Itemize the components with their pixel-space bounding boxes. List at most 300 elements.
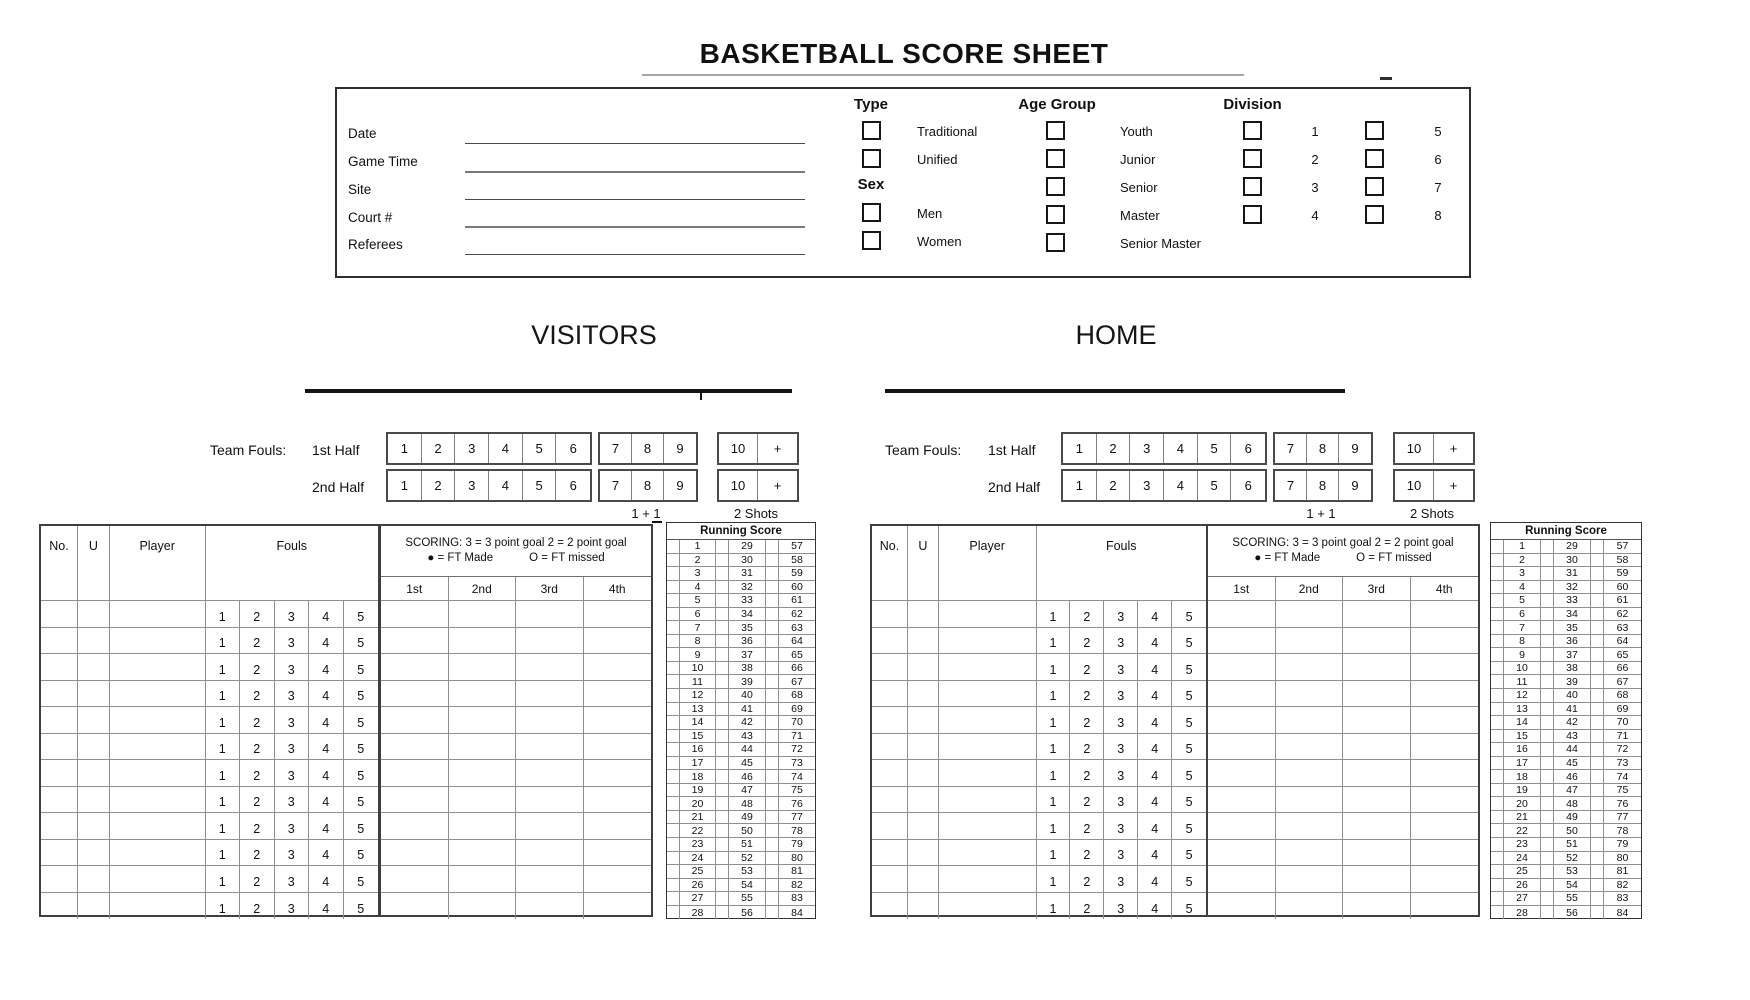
foul-number-cell[interactable]: 1 (206, 707, 241, 733)
score-entry-cell[interactable] (1208, 601, 1276, 627)
running-score-value-cell[interactable]: 70 (791, 716, 803, 729)
running-score-mark-cell[interactable] (667, 621, 680, 634)
team-foul-cell[interactable]: 10 (1395, 434, 1434, 463)
team-name-line[interactable] (885, 389, 1345, 393)
foul-number-cell[interactable]: 5 (1185, 742, 1193, 756)
score-entry-cell[interactable] (1208, 866, 1276, 892)
running-score-value-cell[interactable]: 83 (1616, 892, 1629, 905)
age-senior-checkbox[interactable] (1046, 177, 1065, 196)
score-entry-cell[interactable] (449, 760, 517, 786)
foul-number-cell[interactable]: 4 (309, 707, 344, 733)
team-foul-cell[interactable]: 9 (676, 478, 684, 493)
running-score-mark-cell[interactable] (716, 865, 729, 878)
running-score-value-cell[interactable]: 6 (1504, 608, 1541, 621)
running-score-mark-cell[interactable] (667, 906, 680, 920)
team-foul-cell[interactable]: 4 (489, 434, 523, 463)
running-score-value-cell[interactable]: 5 (680, 594, 716, 607)
player-name-cell[interactable] (939, 707, 1037, 733)
running-score-value-cell[interactable]: 25 (680, 865, 716, 878)
running-score-value-cell[interactable]: 59 (791, 567, 803, 580)
running-score-mark-cell[interactable] (1541, 784, 1554, 797)
foul-number-cell[interactable]: 1 (1037, 707, 1071, 733)
score-entry-cell[interactable] (1276, 813, 1344, 839)
running-score-value-cell[interactable]: 18 (680, 770, 716, 783)
foul-number-cell[interactable]: 5 (357, 662, 365, 677)
foul-number-cell[interactable]: 2 (240, 787, 275, 813)
running-score-mark-cell[interactable] (667, 743, 680, 756)
running-score-mark-cell[interactable] (716, 879, 729, 892)
running-score-value-cell[interactable]: 41 (729, 703, 766, 716)
sex-women-checkbox[interactable] (862, 231, 881, 250)
foul-number-cell[interactable]: 5 (1185, 795, 1193, 809)
running-score-mark-cell[interactable] (1541, 811, 1554, 824)
running-score-value-cell[interactable]: 48 (1554, 797, 1591, 810)
foul-number-cell[interactable]: 5 (357, 902, 365, 916)
running-score-mark-cell[interactable] (1491, 743, 1504, 756)
player-name-cell[interactable] (939, 787, 1037, 813)
running-score-mark-cell[interactable] (1541, 567, 1554, 580)
running-score-mark-cell[interactable] (716, 662, 729, 675)
running-score-mark-cell[interactable] (1541, 662, 1554, 675)
player-number-cell[interactable] (872, 760, 908, 786)
running-score-value-cell[interactable]: 10 (680, 662, 716, 675)
running-score-mark-cell[interactable] (667, 797, 680, 810)
foul-number-cell[interactable]: 2 (1070, 866, 1104, 892)
running-score-mark-cell[interactable] (1591, 675, 1604, 688)
running-score-value-cell[interactable]: 49 (729, 811, 766, 824)
foul-number-cell[interactable]: 1 (206, 813, 241, 839)
u-cell[interactable] (908, 866, 939, 892)
running-score-mark-cell[interactable] (766, 554, 779, 567)
team-foul-cell[interactable]: + (773, 478, 782, 493)
foul-number-cell[interactable]: 4 (1138, 707, 1172, 733)
player-name-cell[interactable] (939, 601, 1037, 627)
running-score-mark-cell[interactable] (667, 757, 680, 770)
foul-number-cell[interactable]: 3 (1104, 813, 1138, 839)
team-foul-cell[interactable]: 2 (1097, 471, 1131, 500)
running-score-mark-cell[interactable] (716, 594, 729, 607)
foul-number-cell[interactable]: 4 (309, 760, 344, 786)
running-score-mark-cell[interactable] (716, 621, 729, 634)
team-name-line[interactable] (305, 389, 792, 393)
running-score-mark-cell[interactable] (1591, 581, 1604, 594)
score-entry-cell[interactable] (1208, 813, 1276, 839)
running-score-value-cell[interactable]: 41 (1554, 703, 1591, 716)
division-4-checkbox[interactable] (1243, 205, 1262, 224)
running-score-value-cell[interactable]: 58 (791, 553, 803, 566)
score-entry-cell[interactable] (1276, 681, 1344, 707)
foul-number-cell[interactable]: 4 (309, 840, 344, 866)
player-name-cell[interactable] (939, 840, 1037, 866)
running-score-value-cell[interactable]: 76 (791, 797, 803, 810)
foul-number-cell[interactable]: 3 (275, 601, 310, 627)
foul-number-cell[interactable]: 3 (1104, 654, 1138, 680)
running-score-value-cell[interactable]: 53 (729, 865, 766, 878)
running-score-mark-cell[interactable] (766, 621, 779, 634)
foul-number-cell[interactable]: 3 (275, 628, 310, 654)
running-score-value-cell[interactable]: 80 (1616, 851, 1629, 864)
score-entry-cell[interactable] (381, 840, 449, 866)
foul-number-cell[interactable]: 3 (275, 840, 310, 866)
player-number-cell[interactable] (41, 707, 78, 733)
team-foul-cell[interactable]: 9 (1351, 478, 1359, 493)
running-score-mark-cell[interactable] (766, 811, 779, 824)
running-score-value-cell[interactable]: 49 (1554, 811, 1591, 824)
running-score-value-cell[interactable]: 79 (791, 838, 803, 851)
running-score-value-cell[interactable]: 9 (1504, 648, 1541, 661)
score-entry-cell[interactable] (381, 813, 449, 839)
running-score-value-cell[interactable]: 31 (729, 567, 766, 580)
running-score-value-cell[interactable]: 21 (680, 811, 716, 824)
foul-number-cell[interactable]: 5 (357, 742, 365, 756)
running-score-mark-cell[interactable] (766, 865, 779, 878)
player-name-cell[interactable] (939, 760, 1037, 786)
score-entry-cell[interactable] (1411, 840, 1479, 866)
foul-number-cell[interactable]: 5 (357, 848, 365, 862)
running-score-mark-cell[interactable] (1541, 540, 1554, 553)
division-3-checkbox[interactable] (1243, 177, 1262, 196)
running-score-mark-cell[interactable] (766, 743, 779, 756)
running-score-value-cell[interactable]: 63 (791, 621, 803, 634)
running-score-value-cell[interactable]: 36 (1554, 635, 1591, 648)
running-score-value-cell[interactable]: 30 (729, 554, 766, 567)
player-number-cell[interactable] (872, 681, 908, 707)
running-score-mark-cell[interactable] (667, 852, 680, 865)
running-score-value-cell[interactable]: 78 (791, 824, 803, 837)
score-entry-cell[interactable] (1343, 866, 1411, 892)
foul-number-cell[interactable]: 3 (275, 866, 310, 892)
running-score-mark-cell[interactable] (1541, 594, 1554, 607)
foul-number-cell[interactable]: 2 (1070, 628, 1104, 654)
team-foul-cell[interactable]: 5 (523, 471, 557, 500)
player-number-cell[interactable] (872, 787, 908, 813)
running-score-mark-cell[interactable] (1541, 892, 1554, 905)
player-number-cell[interactable] (41, 840, 78, 866)
player-name-cell[interactable] (110, 787, 206, 813)
team-foul-cell[interactable]: 4 (1164, 434, 1198, 463)
score-entry-cell[interactable] (516, 601, 584, 627)
score-entry-cell[interactable] (516, 813, 584, 839)
running-score-mark-cell[interactable] (766, 797, 779, 810)
running-score-mark-cell[interactable] (1491, 540, 1504, 553)
foul-number-cell[interactable]: 5 (357, 609, 365, 624)
score-entry-cell[interactable] (449, 866, 517, 892)
running-score-mark-cell[interactable] (1591, 892, 1604, 905)
score-entry-cell[interactable] (381, 654, 449, 680)
running-score-mark-cell[interactable] (1491, 824, 1504, 837)
referees-line[interactable] (465, 254, 805, 255)
running-score-value-cell[interactable]: 14 (1504, 716, 1541, 729)
running-score-value-cell[interactable]: 4 (680, 581, 716, 594)
foul-number-cell[interactable]: 4 (309, 813, 344, 839)
foul-number-cell[interactable]: 3 (1104, 601, 1138, 627)
running-score-mark-cell[interactable] (1491, 567, 1504, 580)
running-score-mark-cell[interactable] (766, 716, 779, 729)
running-score-value-cell[interactable]: 71 (791, 729, 803, 742)
score-entry-cell[interactable] (1343, 681, 1411, 707)
score-entry-cell[interactable] (516, 893, 584, 920)
foul-number-cell[interactable]: 5 (1185, 848, 1193, 862)
running-score-value-cell[interactable]: 32 (729, 581, 766, 594)
running-score-value-cell[interactable]: 81 (791, 865, 803, 878)
score-entry-cell[interactable] (1343, 707, 1411, 733)
running-score-value-cell[interactable]: 58 (1616, 553, 1629, 566)
running-score-value-cell[interactable]: 34 (1554, 608, 1591, 621)
score-entry-cell[interactable] (1343, 893, 1411, 920)
running-score-mark-cell[interactable] (716, 716, 729, 729)
player-name-cell[interactable] (110, 734, 206, 760)
running-score-mark-cell[interactable] (1491, 770, 1504, 783)
player-name-cell[interactable] (110, 840, 206, 866)
foul-number-cell[interactable]: 4 (309, 734, 344, 760)
score-entry-cell[interactable] (1208, 628, 1276, 654)
running-score-mark-cell[interactable] (1591, 824, 1604, 837)
foul-number-cell[interactable]: 2 (1070, 787, 1104, 813)
player-name-cell[interactable] (939, 734, 1037, 760)
foul-number-cell[interactable]: 3 (1104, 840, 1138, 866)
running-score-value-cell[interactable]: 61 (1616, 594, 1629, 607)
player-number-cell[interactable] (41, 601, 78, 627)
running-score-mark-cell[interactable] (1591, 594, 1604, 607)
score-entry-cell[interactable] (584, 707, 652, 733)
score-entry-cell[interactable] (1208, 707, 1276, 733)
player-number-cell[interactable] (872, 601, 908, 627)
team-foul-cell[interactable]: + (1449, 441, 1458, 456)
team-foul-cell[interactable]: 6 (1244, 441, 1252, 456)
foul-number-cell[interactable]: 2 (240, 840, 275, 866)
u-cell[interactable] (78, 601, 110, 627)
team-foul-cell[interactable]: 6 (569, 441, 577, 456)
player-name-cell[interactable] (110, 813, 206, 839)
running-score-value-cell[interactable]: 84 (1616, 906, 1629, 919)
foul-number-cell[interactable]: 1 (1037, 840, 1071, 866)
running-score-value-cell[interactable]: 14 (680, 716, 716, 729)
running-score-value-cell[interactable]: 37 (729, 648, 766, 661)
foul-number-cell[interactable]: 2 (1070, 893, 1104, 920)
foul-number-cell[interactable]: 2 (240, 760, 275, 786)
score-entry-cell[interactable] (449, 840, 517, 866)
running-score-mark-cell[interactable] (1591, 635, 1604, 648)
running-score-value-cell[interactable]: 15 (1504, 730, 1541, 743)
running-score-mark-cell[interactable] (667, 730, 680, 743)
player-number-cell[interactable] (41, 654, 78, 680)
running-score-mark-cell[interactable] (667, 770, 680, 783)
running-score-mark-cell[interactable] (667, 838, 680, 851)
foul-number-cell[interactable]: 4 (1138, 787, 1172, 813)
u-cell[interactable] (908, 628, 939, 654)
running-score-mark-cell[interactable] (716, 581, 729, 594)
running-score-value-cell[interactable]: 72 (1616, 743, 1629, 756)
running-score-value-cell[interactable]: 30 (1554, 554, 1591, 567)
score-entry-cell[interactable] (584, 840, 652, 866)
player-number-cell[interactable] (41, 787, 78, 813)
foul-number-cell[interactable]: 4 (1138, 601, 1172, 627)
running-score-value-cell[interactable]: 46 (1554, 770, 1591, 783)
running-score-mark-cell[interactable] (1541, 824, 1554, 837)
running-score-mark-cell[interactable] (1491, 852, 1504, 865)
running-score-value-cell[interactable]: 2 (680, 554, 716, 567)
age-senior-master-checkbox[interactable] (1046, 233, 1065, 252)
running-score-mark-cell[interactable] (1491, 581, 1504, 594)
running-score-value-cell[interactable]: 56 (1554, 906, 1591, 920)
foul-number-cell[interactable]: 4 (309, 893, 344, 920)
score-entry-cell[interactable] (516, 866, 584, 892)
running-score-mark-cell[interactable] (716, 540, 729, 553)
score-entry-cell[interactable] (1276, 840, 1344, 866)
running-score-mark-cell[interactable] (1591, 757, 1604, 770)
running-score-value-cell[interactable]: 27 (1504, 892, 1541, 905)
running-score-mark-cell[interactable] (1491, 662, 1504, 675)
foul-number-cell[interactable]: 4 (309, 601, 344, 627)
running-score-value-cell[interactable]: 56 (729, 906, 766, 920)
u-cell[interactable] (908, 840, 939, 866)
running-score-value-cell[interactable]: 1 (1504, 540, 1541, 553)
running-score-value-cell[interactable]: 55 (1554, 892, 1591, 905)
running-score-mark-cell[interactable] (1491, 757, 1504, 770)
running-score-value-cell[interactable]: 64 (1616, 635, 1629, 648)
player-name-cell[interactable] (110, 760, 206, 786)
foul-number-cell[interactable]: 3 (275, 893, 310, 920)
running-score-mark-cell[interactable] (1491, 892, 1504, 905)
score-entry-cell[interactable] (1411, 628, 1479, 654)
type-unified-checkbox[interactable] (862, 149, 881, 168)
running-score-value-cell[interactable]: 11 (1504, 675, 1541, 688)
running-score-value-cell[interactable]: 4 (1504, 581, 1541, 594)
running-score-mark-cell[interactable] (1541, 554, 1554, 567)
running-score-value-cell[interactable]: 51 (1554, 838, 1591, 851)
running-score-value-cell[interactable]: 60 (1616, 580, 1629, 593)
running-score-value-cell[interactable]: 31 (1554, 567, 1591, 580)
score-entry-cell[interactable] (1343, 840, 1411, 866)
score-entry-cell[interactable] (381, 628, 449, 654)
running-score-value-cell[interactable]: 70 (1616, 716, 1629, 729)
score-entry-cell[interactable] (516, 760, 584, 786)
running-score-mark-cell[interactable] (1491, 594, 1504, 607)
running-score-mark-cell[interactable] (667, 554, 680, 567)
foul-number-cell[interactable]: 3 (1104, 734, 1138, 760)
running-score-value-cell[interactable]: 15 (680, 730, 716, 743)
team-foul-cell[interactable]: 3 (455, 471, 489, 500)
running-score-value-cell[interactable]: 45 (1554, 757, 1591, 770)
running-score-value-cell[interactable]: 38 (729, 662, 766, 675)
running-score-value-cell[interactable]: 26 (680, 879, 716, 892)
player-name-cell[interactable] (939, 866, 1037, 892)
foul-number-cell[interactable]: 1 (206, 734, 241, 760)
u-cell[interactable] (78, 866, 110, 892)
running-score-mark-cell[interactable] (667, 716, 680, 729)
running-score-value-cell[interactable]: 38 (1554, 662, 1591, 675)
running-score-value-cell[interactable]: 64 (791, 635, 803, 648)
team-foul-cell[interactable]: 8 (1307, 434, 1339, 463)
running-score-mark-cell[interactable] (1491, 703, 1504, 716)
running-score-value-cell[interactable]: 7 (680, 621, 716, 634)
running-score-value-cell[interactable]: 54 (1554, 879, 1591, 892)
running-score-value-cell[interactable]: 44 (1554, 743, 1591, 756)
running-score-value-cell[interactable]: 66 (791, 662, 803, 675)
running-score-mark-cell[interactable] (1591, 852, 1604, 865)
score-entry-cell[interactable] (1276, 628, 1344, 654)
court-number-line[interactable] (465, 226, 805, 228)
running-score-mark-cell[interactable] (1491, 648, 1504, 661)
running-score-mark-cell[interactable] (1491, 730, 1504, 743)
running-score-mark-cell[interactable] (1591, 662, 1604, 675)
running-score-value-cell[interactable]: 40 (729, 689, 766, 702)
running-score-value-cell[interactable]: 3 (1504, 567, 1541, 580)
running-score-mark-cell[interactable] (1541, 865, 1554, 878)
score-entry-cell[interactable] (516, 628, 584, 654)
score-entry-cell[interactable] (1411, 707, 1479, 733)
running-score-value-cell[interactable]: 65 (791, 648, 803, 661)
running-score-value-cell[interactable]: 78 (1616, 824, 1629, 837)
score-entry-cell[interactable] (1343, 813, 1411, 839)
sex-men-checkbox[interactable] (862, 203, 881, 222)
running-score-value-cell[interactable]: 6 (680, 608, 716, 621)
foul-number-cell[interactable]: 5 (357, 874, 365, 889)
player-number-cell[interactable] (872, 734, 908, 760)
player-number-cell[interactable] (872, 813, 908, 839)
running-score-value-cell[interactable]: 39 (729, 675, 766, 688)
running-score-mark-cell[interactable] (1541, 879, 1554, 892)
running-score-mark-cell[interactable] (1491, 675, 1504, 688)
team-foul-cell[interactable]: 4 (489, 471, 523, 500)
u-cell[interactable] (78, 734, 110, 760)
player-number-cell[interactable] (41, 813, 78, 839)
running-score-value-cell[interactable]: 23 (1504, 838, 1541, 851)
age-master-checkbox[interactable] (1046, 205, 1065, 224)
running-score-value-cell[interactable]: 28 (1504, 906, 1541, 920)
running-score-value-cell[interactable]: 26 (1504, 879, 1541, 892)
running-score-value-cell[interactable]: 52 (1554, 852, 1591, 865)
player-number-cell[interactable] (872, 893, 908, 920)
running-score-mark-cell[interactable] (716, 797, 729, 810)
score-entry-cell[interactable] (1276, 866, 1344, 892)
running-score-mark-cell[interactable] (716, 811, 729, 824)
foul-number-cell[interactable]: 1 (206, 787, 241, 813)
player-name-cell[interactable] (110, 866, 206, 892)
team-foul-cell[interactable]: 5 (1198, 471, 1232, 500)
division-7-checkbox[interactable] (1365, 177, 1384, 196)
foul-number-cell[interactable]: 1 (206, 840, 241, 866)
team-foul-cell[interactable]: 10 (719, 471, 758, 500)
team-foul-cell[interactable]: 7 (600, 434, 632, 463)
team-foul-cell[interactable]: 7 (1275, 434, 1307, 463)
running-score-mark-cell[interactable] (1591, 811, 1604, 824)
running-score-value-cell[interactable]: 79 (1616, 838, 1629, 851)
score-entry-cell[interactable] (381, 787, 449, 813)
score-entry-cell[interactable] (381, 893, 449, 920)
foul-number-cell[interactable]: 5 (357, 768, 365, 783)
running-score-value-cell[interactable]: 74 (1616, 770, 1629, 783)
running-score-mark-cell[interactable] (766, 608, 779, 621)
team-foul-cell[interactable]: 1 (388, 471, 422, 500)
foul-number-cell[interactable]: 2 (1070, 813, 1104, 839)
running-score-value-cell[interactable]: 57 (791, 540, 803, 553)
foul-number-cell[interactable]: 4 (1138, 628, 1172, 654)
running-score-value-cell[interactable]: 55 (729, 892, 766, 905)
u-cell[interactable] (78, 813, 110, 839)
team-foul-cell[interactable]: 3 (1130, 434, 1164, 463)
running-score-value-cell[interactable]: 72 (791, 743, 803, 756)
foul-number-cell[interactable]: 2 (240, 601, 275, 627)
running-score-mark-cell[interactable] (766, 703, 779, 716)
running-score-mark-cell[interactable] (716, 567, 729, 580)
player-number-cell[interactable] (872, 654, 908, 680)
running-score-value-cell[interactable]: 35 (729, 621, 766, 634)
score-entry-cell[interactable] (1411, 681, 1479, 707)
running-score-mark-cell[interactable] (667, 811, 680, 824)
running-score-value-cell[interactable]: 81 (1616, 865, 1629, 878)
score-entry-cell[interactable] (584, 681, 652, 707)
